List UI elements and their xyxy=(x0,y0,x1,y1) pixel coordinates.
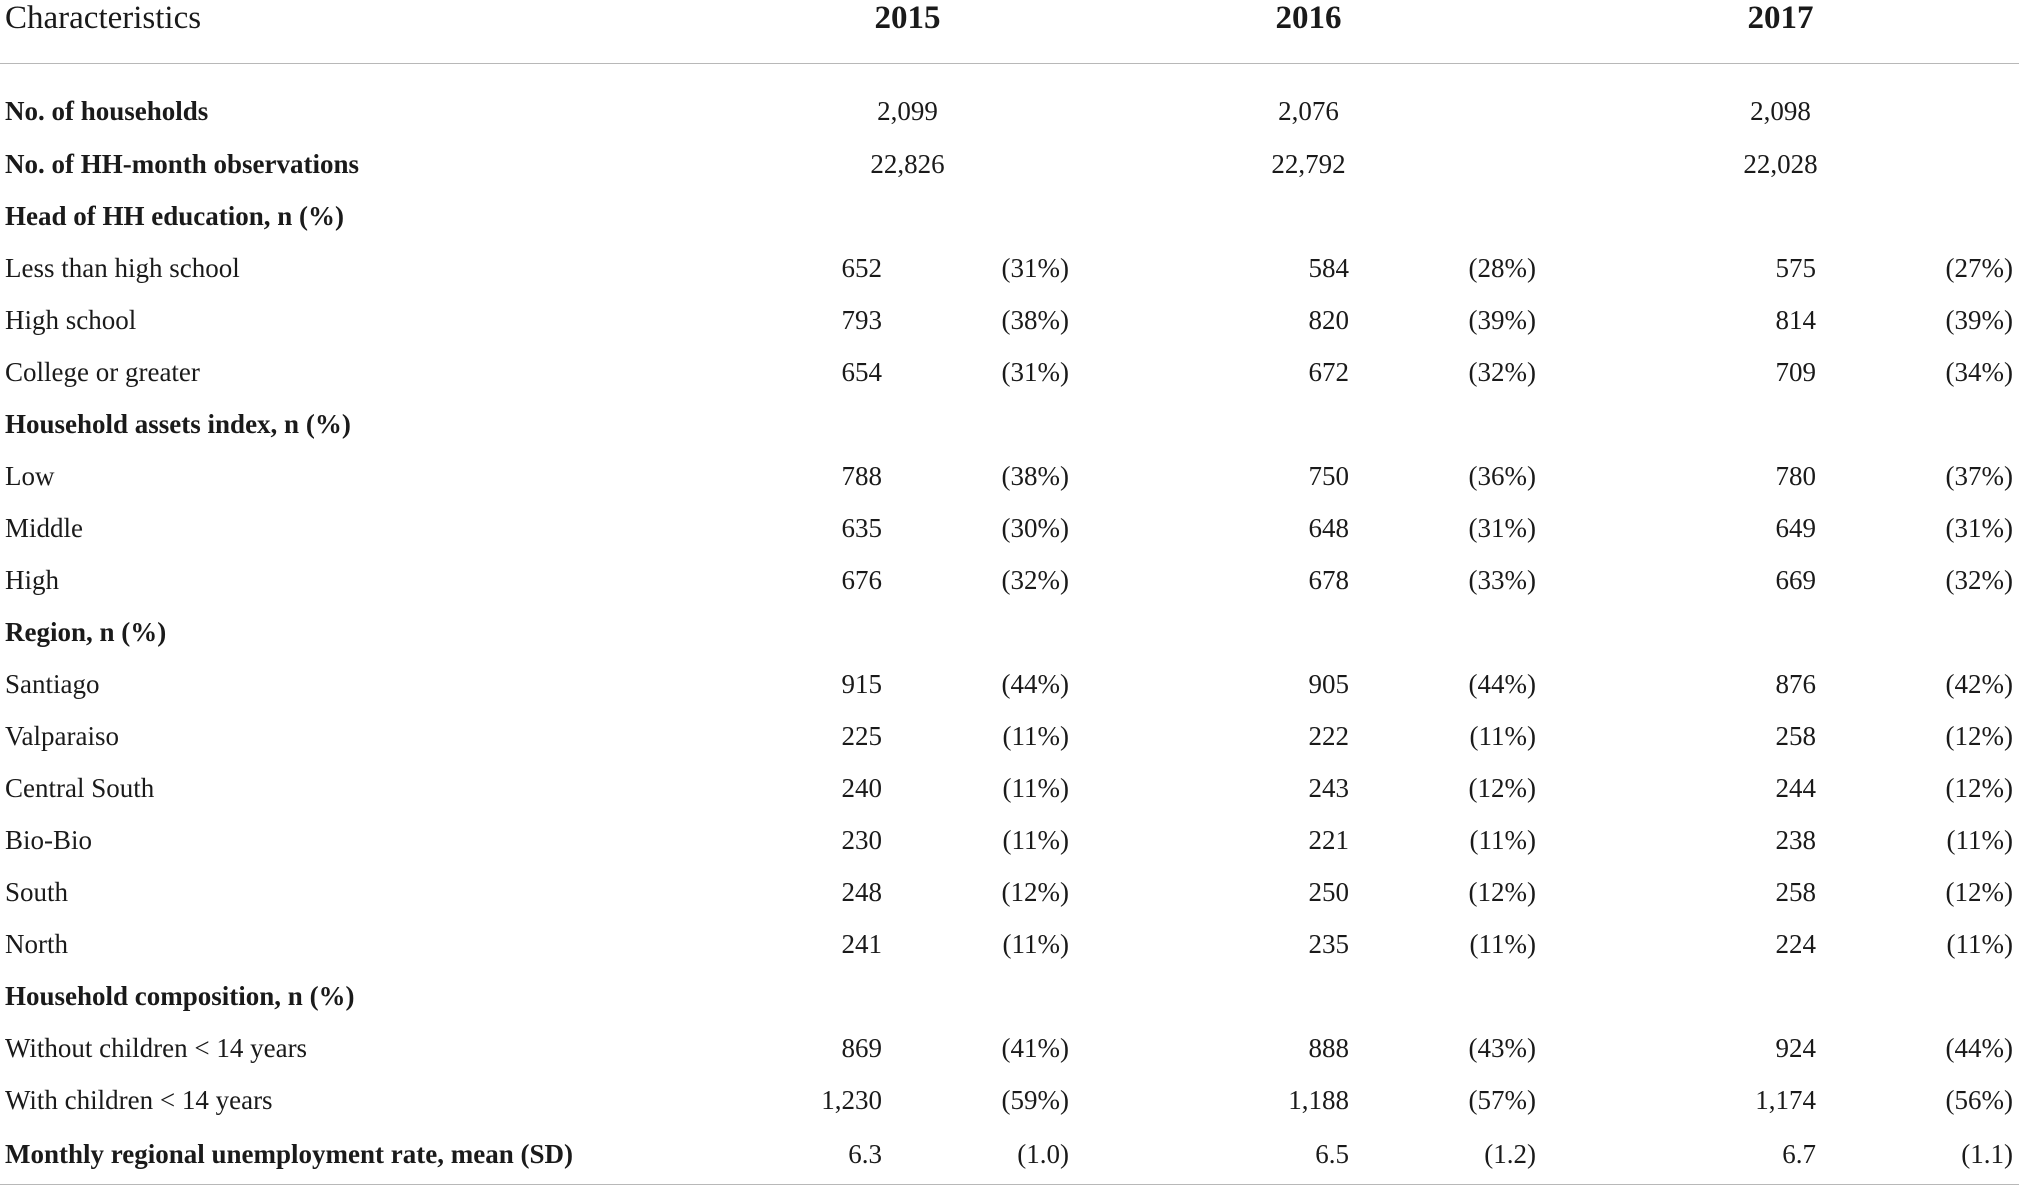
table-row xyxy=(0,1074,2019,1126)
cell-percent-2016: (11%) xyxy=(1469,824,1536,855)
cell-sd-2015: (1.0) xyxy=(900,1126,1075,1184)
cell-count-2017: 238 xyxy=(1775,824,1816,855)
row-label: Santiago xyxy=(5,668,100,699)
cell-count-2016: 905 xyxy=(1308,668,1349,699)
section-header-region xyxy=(0,606,2019,658)
cell-percent-2015: (11%) xyxy=(1002,772,1069,803)
cell-percent-2017: (12%) xyxy=(1945,772,2013,803)
cell-percent-2016: (39%) xyxy=(1468,304,1536,335)
cell-count-2017: 649 xyxy=(1775,512,1816,543)
cell-percent-2015: (38%) xyxy=(1001,460,1069,491)
cell-count-2015: 676 xyxy=(841,564,882,595)
cell-percent-2016: (57%) xyxy=(1468,1084,1536,1115)
cell-percent-2017: (32%) xyxy=(1945,564,2013,595)
cell-count-2017: 258 xyxy=(1775,720,1816,751)
cell-count-2017: 244 xyxy=(1775,772,1816,803)
cell-percent-2015: (12%) xyxy=(1001,876,1069,907)
cell-percent-2016: (36%) xyxy=(1468,460,1536,491)
table-row xyxy=(0,1022,2019,1074)
cell-percent-2016: (32%) xyxy=(1468,356,1536,387)
cell-percent-2016: (28%) xyxy=(1468,252,1536,283)
cell-percent-2017: (27%) xyxy=(1945,252,2013,283)
cell-percent-2016: (11%) xyxy=(1469,720,1536,751)
cell-percent-2017: (42%) xyxy=(1945,668,2013,699)
cell-percent-2016: (31%) xyxy=(1468,512,1536,543)
header-row xyxy=(0,0,2019,63)
cell-count-2016: 820 xyxy=(1308,304,1349,335)
cell-percent-2017: (56%) xyxy=(1945,1084,2013,1115)
cell-count-2015: 654 xyxy=(841,356,882,387)
cell-percent-2015: (32%) xyxy=(1001,564,1069,595)
row-label: Low xyxy=(5,460,55,491)
table-row xyxy=(0,502,2019,554)
table-row xyxy=(0,450,2019,502)
row-label: Central South xyxy=(5,772,155,803)
cell-count-2015: 793 xyxy=(841,304,882,335)
table-row xyxy=(0,294,2019,346)
cell-count-2015: 225 xyxy=(841,720,882,751)
table-row xyxy=(0,242,2019,294)
table-row-unemployment xyxy=(0,1126,2019,1184)
cell-percent-2015: (30%) xyxy=(1001,512,1069,543)
households-2015: 2,099 xyxy=(877,95,938,126)
cell-mean-2015: 6.3 xyxy=(740,1126,900,1184)
cell-count-2017: 575 xyxy=(1775,252,1816,283)
cell-count-2017: 814 xyxy=(1775,304,1816,335)
cell-percent-2015: (11%) xyxy=(1002,928,1069,959)
cell-percent-2017: (34%) xyxy=(1945,356,2013,387)
cell-count-2016: 221 xyxy=(1308,824,1349,855)
section-header-education xyxy=(0,190,2019,242)
row-label: High school xyxy=(5,304,137,335)
observations-2015: 22,826 xyxy=(870,148,945,179)
cell-count-2015: 652 xyxy=(841,252,882,283)
cell-count-2017: 709 xyxy=(1775,356,1816,387)
cell-percent-2015: (11%) xyxy=(1002,720,1069,751)
cell-count-2016: 222 xyxy=(1308,720,1349,751)
cell-percent-2016: (33%) xyxy=(1468,564,1536,595)
cell-sd-2016: (1.2) xyxy=(1367,1126,1542,1184)
cell-percent-2017: (11%) xyxy=(1946,824,2013,855)
cell-percent-2015: (59%) xyxy=(1001,1084,1069,1115)
section-title: Head of HH education, n (%) xyxy=(5,200,345,231)
header-characteristics: Characteristics xyxy=(0,0,740,63)
cell-percent-2016: (44%) xyxy=(1468,668,1536,699)
cell-percent-2015: (41%) xyxy=(1001,1032,1069,1063)
row-label: No. of HH-month observations xyxy=(5,148,360,179)
row-label: Middle xyxy=(5,512,83,543)
cell-percent-2017: (12%) xyxy=(1945,720,2013,751)
cell-count-2015: 248 xyxy=(841,876,882,907)
section-title: Region, n (%) xyxy=(5,616,167,647)
row-label: Monthly regional unemployment rate, mean (SD) xyxy=(0,1126,740,1184)
cell-count-2017: 669 xyxy=(1775,564,1816,595)
row-label: No. of households xyxy=(5,95,209,126)
section-title: Household assets index, n (%) xyxy=(5,408,351,439)
table-row xyxy=(0,658,2019,710)
households-2016: 2,076 xyxy=(1278,95,1339,126)
households-2017: 2,098 xyxy=(1750,95,1811,126)
cell-count-2015: 635 xyxy=(841,512,882,543)
table-row xyxy=(0,346,2019,398)
cell-count-2017: 224 xyxy=(1775,928,1816,959)
cell-sd-2017: (1.1) xyxy=(1834,1126,2019,1184)
cell-count-2015: 230 xyxy=(841,824,882,855)
cell-mean-2016: 6.5 xyxy=(1075,1126,1367,1184)
cell-percent-2015: (31%) xyxy=(1001,252,1069,283)
cell-percent-2016: (43%) xyxy=(1468,1032,1536,1063)
cell-percent-2015: (44%) xyxy=(1001,668,1069,699)
cell-count-2015: 1,230 xyxy=(821,1084,882,1115)
row-label: College or greater xyxy=(5,356,200,387)
row-label: Bio-Bio xyxy=(5,824,93,855)
cell-count-2017: 924 xyxy=(1775,1032,1816,1063)
section-header-assets xyxy=(0,398,2019,450)
cell-count-2016: 672 xyxy=(1308,356,1349,387)
cell-percent-2016: (12%) xyxy=(1468,772,1536,803)
row-label: Without children < 14 years xyxy=(5,1032,308,1063)
section-header-composition xyxy=(0,970,2019,1022)
observations-2017: 22,028 xyxy=(1743,148,1818,179)
cell-count-2016: 648 xyxy=(1308,512,1349,543)
row-label: South xyxy=(5,876,69,907)
cell-count-2017: 1,174 xyxy=(1755,1084,1816,1115)
row-label: Valparaiso xyxy=(5,720,119,751)
cell-count-2015: 915 xyxy=(841,668,882,699)
cell-percent-2017: (44%) xyxy=(1945,1032,2013,1063)
cell-count-2015: 869 xyxy=(841,1032,882,1063)
cell-percent-2015: (11%) xyxy=(1002,824,1069,855)
table-row-observations xyxy=(0,138,2019,190)
cell-count-2017: 876 xyxy=(1775,668,1816,699)
table-body xyxy=(0,63,2019,1184)
cell-percent-2015: (31%) xyxy=(1001,356,1069,387)
cell-percent-2016: (11%) xyxy=(1469,928,1536,959)
cell-count-2016: 888 xyxy=(1308,1032,1349,1063)
row-label: High xyxy=(5,564,59,595)
cell-percent-2017: (37%) xyxy=(1945,460,2013,491)
table-row-households xyxy=(0,63,2019,138)
cell-percent-2016: (12%) xyxy=(1468,876,1536,907)
cell-count-2015: 240 xyxy=(841,772,882,803)
cell-count-2016: 584 xyxy=(1308,252,1349,283)
row-label: With children < 14 years xyxy=(5,1084,273,1115)
cell-count-2016: 250 xyxy=(1308,876,1349,907)
cell-count-2016: 750 xyxy=(1308,460,1349,491)
cell-count-2015: 788 xyxy=(841,460,882,491)
table-row xyxy=(0,814,2019,866)
row-label: Less than high school xyxy=(5,252,240,283)
cell-count-2016: 678 xyxy=(1308,564,1349,595)
cell-percent-2017: (12%) xyxy=(1945,876,2013,907)
table-row xyxy=(0,710,2019,762)
cell-count-2016: 243 xyxy=(1308,772,1349,803)
cell-count-2016: 1,188 xyxy=(1288,1084,1349,1115)
section-title: Household composition, n (%) xyxy=(5,980,355,1011)
header-year-2016: 2016 xyxy=(1075,0,1542,63)
table-row xyxy=(0,918,2019,970)
cell-percent-2017: (11%) xyxy=(1946,928,2013,959)
table-row xyxy=(0,866,2019,918)
cell-percent-2015: (38%) xyxy=(1001,304,1069,335)
row-label: North xyxy=(5,928,68,959)
table-header xyxy=(0,0,2019,63)
cell-percent-2017: (39%) xyxy=(1945,304,2013,335)
cell-count-2016: 235 xyxy=(1308,928,1349,959)
cell-percent-2017: (31%) xyxy=(1945,512,2013,543)
cell-count-2015: 241 xyxy=(841,928,882,959)
cell-count-2017: 258 xyxy=(1775,876,1816,907)
observations-2016: 22,792 xyxy=(1271,148,1346,179)
cell-mean-2017: 6.7 xyxy=(1542,1126,1834,1184)
header-year-2015: 2015 xyxy=(740,0,1075,63)
table-row xyxy=(0,554,2019,606)
table-row xyxy=(0,762,2019,814)
cell-count-2017: 780 xyxy=(1775,460,1816,491)
header-year-2017: 2017 xyxy=(1542,0,2019,63)
